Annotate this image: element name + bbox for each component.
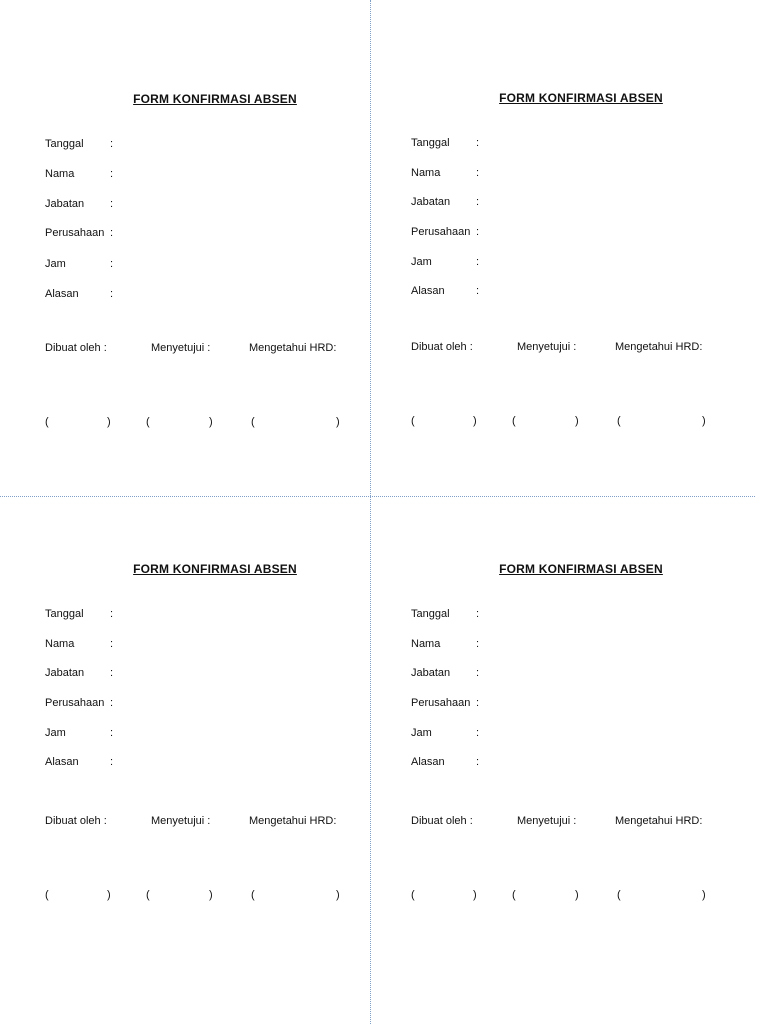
field-colon: : (110, 288, 114, 300)
field-label: Jam (411, 727, 432, 739)
signature-paren-close: ) (473, 889, 477, 901)
field-label: Perusahaan (411, 697, 471, 709)
signature-created-by-label: Dibuat oleh : (45, 815, 107, 827)
form-top-right (411, 91, 731, 451)
signature-paren-open: ( (45, 416, 49, 428)
field-colon: : (110, 138, 114, 150)
signature-paren-close: ) (702, 415, 706, 427)
signature-paren-close: ) (575, 415, 579, 427)
form-bottom-left (45, 562, 365, 922)
field-colon: : (110, 198, 114, 210)
form-top-left (45, 92, 365, 452)
form-title: FORM KONFIRMASI ABSEN (133, 92, 297, 106)
form-bottom-right (411, 562, 731, 922)
field-colon: : (110, 697, 114, 709)
field-label: Jam (411, 256, 432, 268)
form-title: FORM KONFIRMASI ABSEN (133, 562, 297, 576)
field-label: Alasan (411, 285, 445, 297)
field-label: Perusahaan (45, 697, 105, 709)
field-colon: : (110, 638, 114, 650)
signature-approved-by-label: Menyetujui : (151, 815, 211, 827)
field-colon: : (110, 608, 114, 620)
signature-paren-open: ( (512, 415, 516, 427)
signature-paren-close: ) (473, 415, 477, 427)
field-colon: : (476, 167, 480, 179)
field-label: Tanggal (45, 608, 84, 620)
signature-created-by-label: Dibuat oleh : (45, 342, 107, 354)
signature-hrd-label: Mengetahui HRD: (249, 815, 337, 827)
signature-paren-open: ( (512, 889, 516, 901)
signature-paren-close: ) (702, 889, 706, 901)
field-label: Nama (45, 168, 75, 180)
field-colon: : (476, 756, 480, 768)
field-colon: : (476, 608, 480, 620)
signature-created-by-label: Dibuat oleh : (411, 815, 473, 827)
signature-hrd-label: Mengetahui HRD: (615, 341, 703, 353)
field-label: Jabatan (411, 667, 451, 679)
horizontal-cut-line (0, 496, 755, 497)
field-colon: : (476, 638, 480, 650)
field-label: Perusahaan (45, 227, 105, 239)
signature-paren-close: ) (575, 889, 579, 901)
signature-hrd-label: Mengetahui HRD: (249, 342, 337, 354)
field-label: Jabatan (411, 196, 451, 208)
field-colon: : (110, 727, 114, 739)
signature-paren-open: ( (411, 889, 415, 901)
signature-paren-open: ( (146, 416, 150, 428)
field-label: Nama (45, 638, 75, 650)
field-label: Jam (45, 727, 66, 739)
field-label: Jam (45, 258, 66, 270)
field-colon: : (476, 285, 480, 297)
signature-paren-open: ( (411, 415, 415, 427)
field-colon: : (476, 697, 480, 709)
field-label: Tanggal (411, 137, 450, 149)
field-colon: : (110, 756, 114, 768)
signature-paren-open: ( (617, 889, 621, 901)
signature-approved-by-label: Menyetujui : (517, 815, 577, 827)
field-colon: : (476, 667, 480, 679)
field-label: Perusahaan (411, 226, 471, 238)
signature-paren-open: ( (45, 889, 49, 901)
signature-paren-close: ) (336, 889, 340, 901)
form-title: FORM KONFIRMASI ABSEN (499, 91, 663, 105)
field-label: Jabatan (45, 198, 85, 210)
signature-paren-open: ( (617, 415, 621, 427)
vertical-cut-line (370, 0, 371, 1024)
field-colon: : (110, 258, 114, 270)
signature-paren-close: ) (336, 416, 340, 428)
signature-hrd-label: Mengetahui HRD: (615, 815, 703, 827)
signature-paren-close: ) (107, 889, 111, 901)
signature-approved-by-label: Menyetujui : (151, 342, 211, 354)
signature-paren-open: ( (251, 416, 255, 428)
field-label: Nama (411, 638, 441, 650)
field-colon: : (476, 196, 480, 208)
signature-approved-by-label: Menyetujui : (517, 341, 577, 353)
field-label: Alasan (45, 756, 79, 768)
field-colon: : (476, 256, 480, 268)
signature-paren-open: ( (251, 889, 255, 901)
signature-paren-close: ) (209, 889, 213, 901)
field-colon: : (476, 226, 480, 238)
field-label: Tanggal (45, 138, 84, 150)
field-label: Alasan (45, 288, 79, 300)
signature-paren-close: ) (209, 416, 213, 428)
field-colon: : (476, 727, 480, 739)
field-colon: : (476, 137, 480, 149)
signature-paren-close: ) (107, 416, 111, 428)
field-label: Nama (411, 167, 441, 179)
field-colon: : (110, 227, 114, 239)
field-label: Jabatan (45, 667, 85, 679)
field-colon: : (110, 168, 114, 180)
signature-created-by-label: Dibuat oleh : (411, 341, 473, 353)
signature-paren-open: ( (146, 889, 150, 901)
form-title: FORM KONFIRMASI ABSEN (499, 562, 663, 576)
field-label: Alasan (411, 756, 445, 768)
field-label: Tanggal (411, 608, 450, 620)
field-colon: : (110, 667, 114, 679)
